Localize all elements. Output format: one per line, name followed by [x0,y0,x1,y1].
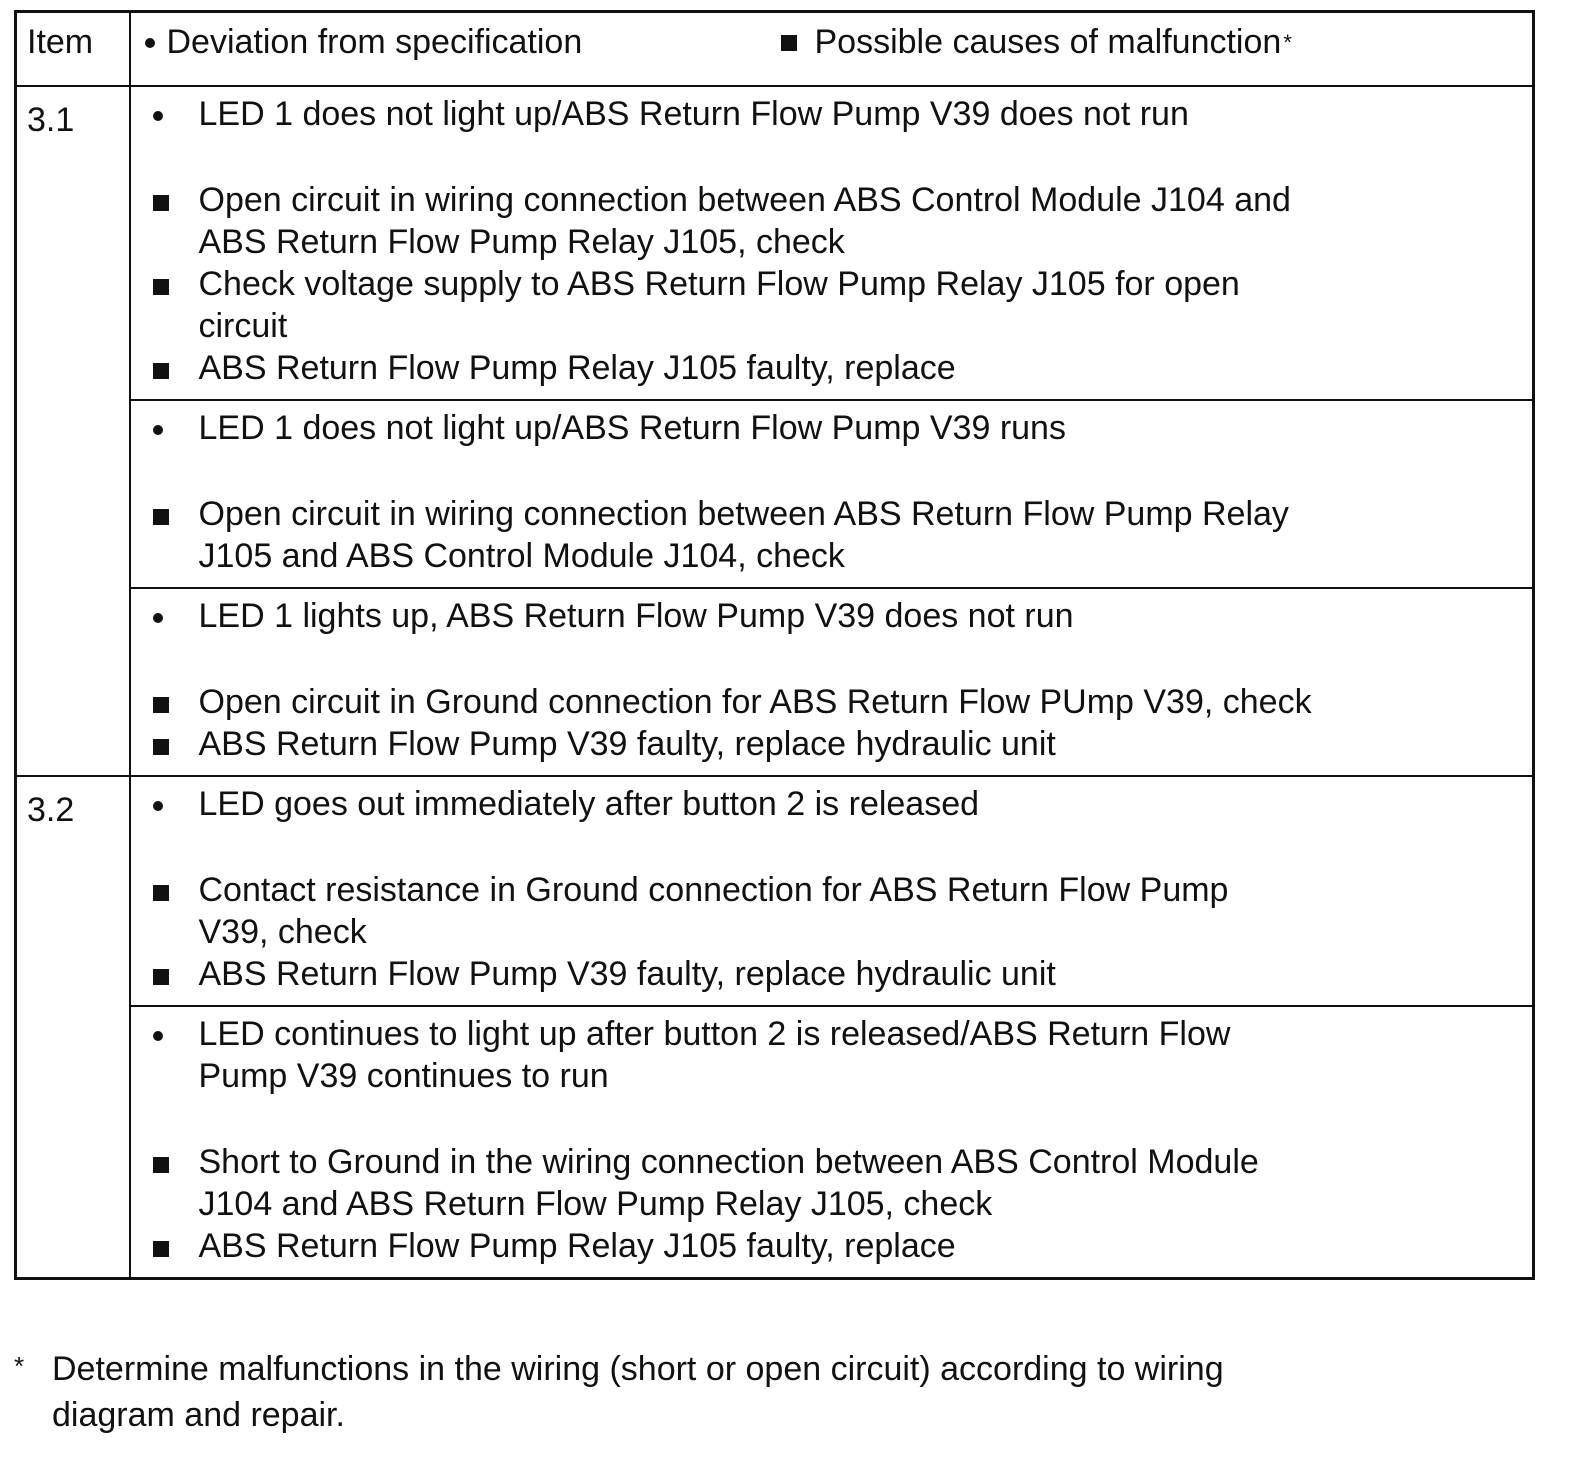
cause-text: ABS Return Flow Pump V39 faulty, replace hydraulic unit [198,725,1056,763]
bullet-square-icon [153,885,169,901]
table-row [16,1006,1534,1279]
bullet-square-icon [153,195,169,211]
bullet-square-icon [153,509,169,525]
deviation-text: LED goes out immediately after button 2 is released [198,785,980,823]
bullet-square-icon [153,1241,169,1257]
cause-text: ABS Return Flow Pump Relay J105 faulty, replace [198,1227,956,1265]
bullet-square-icon [153,363,169,379]
table-row [16,776,1534,1006]
footnote-text: Determine malfunctions in the wiring (short or open circuit) according to wiring diagram and repair. [52,1350,1224,1434]
bullet-dot-icon [153,1031,163,1041]
cause-text: Open circuit in wiring connection between ABS Return Flow Pump Relay J105 and ABS Control Module J104, check [198,495,1289,575]
cause-text: Open circuit in Ground connection for ABS Return Flow PUmp V39, check [198,683,1312,721]
footnote-marker: * [14,1351,25,1381]
row-content [130,588,1534,776]
cause-text: Short to Ground in the wiring connection between ABS Control Module J104 and ABS Return Flow Pump Relay J105, check [198,1143,1259,1223]
bullet-square-icon [153,969,169,985]
footnote-marker: * [1283,29,1292,55]
row-content [130,86,1534,400]
header-deviation-causes [130,12,1534,87]
bullet-dot-icon [153,111,163,121]
bullet-square-icon [153,1157,169,1173]
table-row [16,86,1534,400]
bullet-dot-icon [153,613,163,623]
bullet-square-icon [781,35,797,51]
cause-text: Open circuit in wiring connection between ABS Control Module J104 and ABS Return Flow Pump Relay J105, check [198,181,1291,261]
footnote [14,1346,1494,1438]
row-content [130,1006,1534,1279]
deviation-text: LED 1 does not light up/ABS Return Flow Pump V39 runs [198,409,1066,447]
document-page [14,10,1550,1280]
bullet-dot-icon [153,801,163,811]
header-item: Item [16,12,130,87]
deviation-text: LED continues to light up after button 2 is released/ABS Return Flow Pump V39 continues to run [198,1015,1231,1095]
diagnosis-table [14,10,1535,1280]
bullet-dot-icon [153,425,163,435]
cause-text: ABS Return Flow Pump Relay J105 faulty, replace [198,349,956,387]
table-row [16,588,1534,776]
bullet-square-icon [153,279,169,295]
header-deviation: Deviation from specification [166,23,583,61]
row-content [130,400,1534,588]
cause-text: ABS Return Flow Pump V39 faulty, replace hydraulic unit [198,955,1056,993]
table-row [16,400,1534,588]
cause-text: Check voltage supply to ABS Return Flow Pump Relay J105 for open circuit [198,265,1240,345]
deviation-text: LED 1 lights up, ABS Return Flow Pump V39 does not run [198,597,1074,635]
bullet-square-icon [153,697,169,713]
header-causes: Possible causes of malfunction [814,23,1282,61]
item-number: 3.1 [16,86,130,776]
header-row [16,12,1534,87]
bullet-square-icon [153,739,169,755]
cause-text: Contact resistance in Ground connection for ABS Return Flow Pump V39, check [198,871,1229,951]
deviation-text: LED 1 does not light up/ABS Return Flow Pump V39 does not run [198,95,1189,133]
bullet-dot-icon [145,38,155,48]
item-number: 3.2 [16,776,130,1279]
row-content [130,776,1534,1006]
